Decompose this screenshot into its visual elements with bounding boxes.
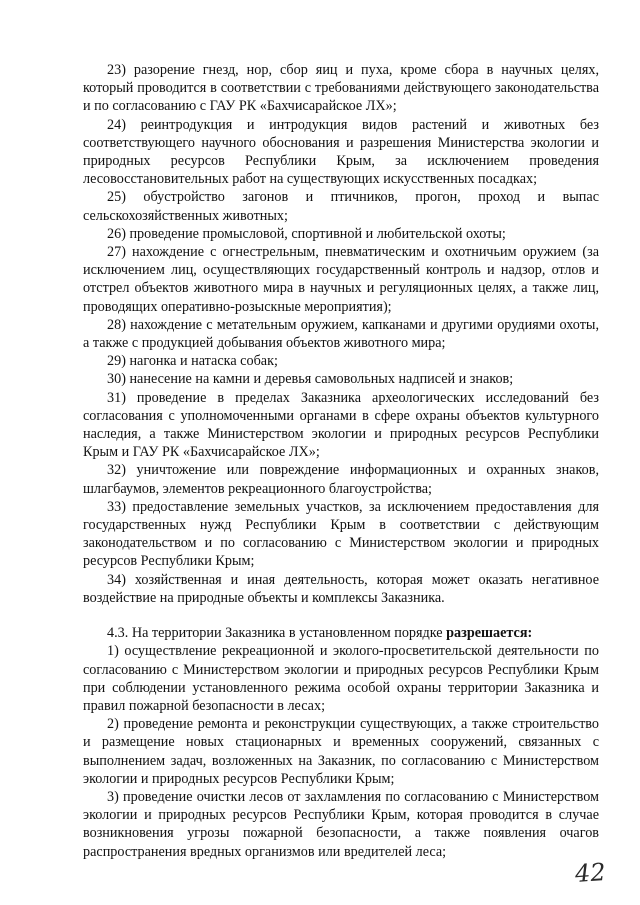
list-item-28: 28) нахождение с метательным оружием, капканами и другими орудиями охоты, а также с продукцией добывания объектов животного мира; [83, 316, 599, 352]
list-item-31: 31) проведение в пределах Заказника археологических исследований без согласования с уполномоченными органами в сфере охраны объектов культурного наследия, а также Министерством экологии и природных ресурсов Республики Крым и ГАУ РК «Бахчисарайское ЛХ»; [83, 389, 599, 461]
list-item-32: 32) уничтожение или повреждение информационных и охранных знаков, шлагбаумов, элементов рекреационного благоустройства; [83, 462, 599, 497]
document-body [83, 61, 599, 861]
allowed-item-1: 1) осуществление рекреационной и эколого-просветительской деятельности по согласованию с Министерством экологии и природных ресурсов Республики Крым при соблюдении установленного режима особой охраны территории Заказника и правил пожарной безопасности в лесах; [83, 643, 599, 714]
list-item-27: 27) нахождение с огнестрельным, пневматическим и охотничьим оружием (за исключением лиц, осуществляющих государственный контроль и надзор, отлов и отстрел объектов животного мира в научных и регуляционных целях, а также лиц, проводящих оперативно-розыскные мероприятия); [83, 244, 599, 315]
allowed-item-3: 3) проведение очистки лесов от захламления по согласованию с Министерством экологии и природных ресурсов Республики Крым, которая проводится в случае возникновения угрозы пожарной безопасности, а также появления очагов распространения вредных организмов или вредителей леса; [83, 788, 599, 860]
list-item-23: 23) разорение гнезд, нор, сбор яиц и пуха, кроме сбора в научных целях, который проводится в соответствии с требованиями действующего законодательства и по согласованию с ГАУ РК «Бахчисарайское ЛХ»; [83, 62, 599, 115]
section-heading-emphasis: разрешается: [446, 625, 533, 642]
list-item-34: 34) хозяйственная и иная деятельность, которая может оказать негативное воздействие на природные объекты и комплексы Заказника. [83, 571, 599, 606]
list-item-26: 26) проведение промысловой, спортивной и любительской охоты; [107, 225, 506, 242]
section-heading [83, 624, 599, 642]
list-item-25: 25) обустройство загонов и птичников, прогон, проход и выпас сельскохозяйственных животных; [83, 189, 599, 224]
list-item-29: 29) нагонка и натаска собак; [107, 353, 278, 370]
list-item-30: 30) нанесение на камни и деревья самовольных надписей и знаков; [107, 371, 514, 388]
list-item-33: 33) предоставление земельных участков, за исключением предоставления для государственных нужд Республики Крым в соответствии с действующим законодательством и по согласованию с Министерством экологии и природных ресурсов Республики Крым; [83, 498, 599, 570]
page-number: 42 [574, 857, 607, 889]
allowed-item-2: 2) проведение ремонта и реконструкции существующих, а также строительство и размещение новых стационарных и временных сооружений, связанных с выполнением задач, возложенных на Заказник, по согласованию с Министерством экологии и природных ресурсов Республики Крым; [83, 716, 599, 787]
section-heading-text: 4.3. На территории Заказника в установленном порядке [107, 625, 447, 642]
list-item-24: 24) реинтродукция и интродукция видов растений и животных без соответствующего научного обоснования и разрешения Министерства экологии и природных ресурсов Республики Крым, за исключением проведения лесовосстановительных работ на существующих искусственных посадках; [83, 116, 599, 188]
